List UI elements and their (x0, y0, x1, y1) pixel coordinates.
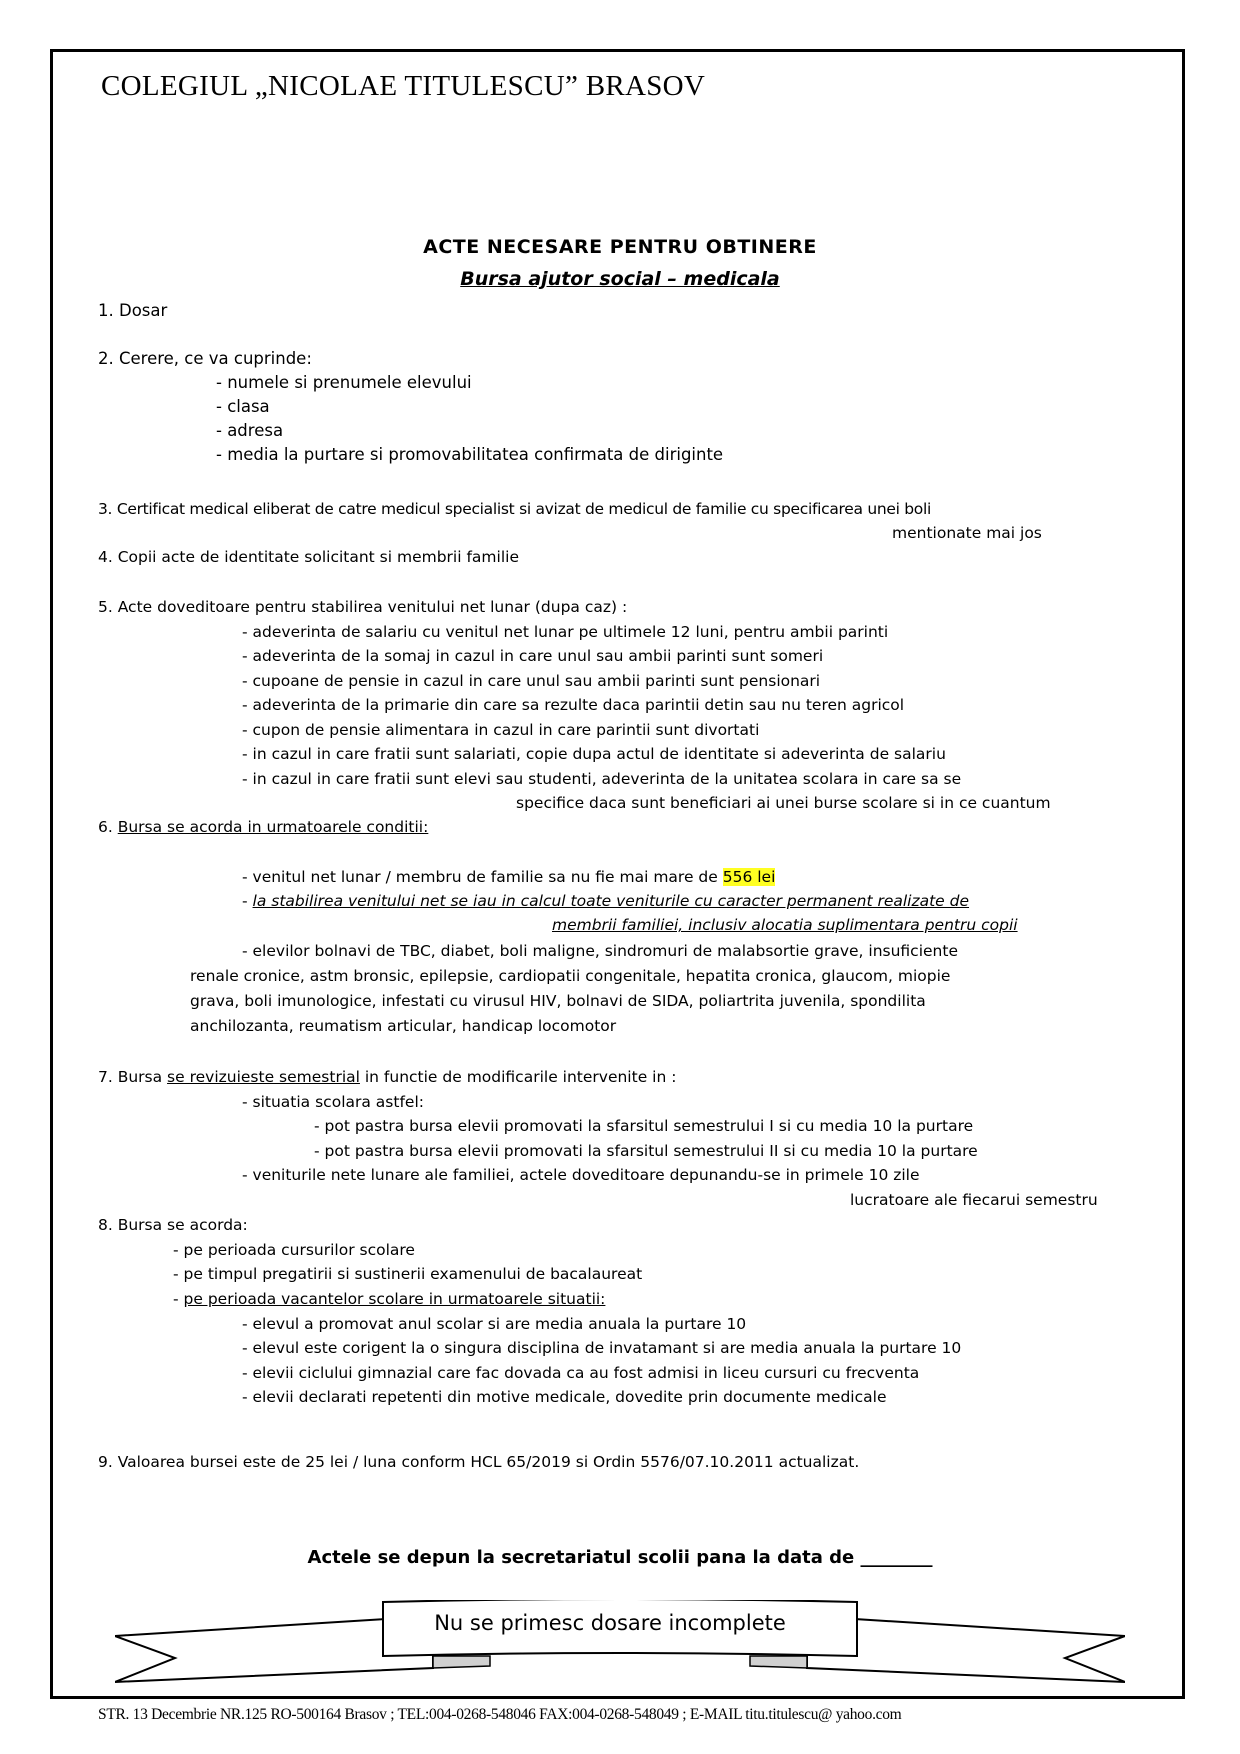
item-6-heading: Bursa se acorda in urmatoarele conditii: (117, 818, 429, 836)
item-9: 9. Valoarea bursei este de 25 lei / luna conform HCL 65/2019 si Ordin 5576/07.10.2011 actualizat. (98, 1453, 860, 1471)
item-5-bullet: - cupon de pensie alimentara in cazul in care parintii sunt divortati (242, 721, 760, 739)
item-6-diseases: grava, boli imunologice, infestati cu virusul HIV, bolnavi de SIDA, poliartrita juvenila, spondilita (190, 992, 926, 1010)
item-5-bullet: - adeverinta de la somaj in cazul in care unul sau ambii parinti sunt someri (242, 647, 824, 665)
item-2-bullet: - media la purtare si promovabilitatea confirmata de diriginte (216, 445, 724, 464)
deadline-text: Actele se depun la secretariatul scolii pana la data de (307, 1547, 861, 1568)
item-5-bullet: - adeverinta de salariu cu venitul net lunar pe ultimele 12 luni, pentru ambii parinti (242, 623, 889, 641)
item-8-head: 8. Bursa se acorda: (98, 1216, 248, 1234)
income-limit-text: - venitul net lunar / membru de familie sa nu fie mai mare de (242, 868, 723, 886)
income-limit-value: 556 lei (722, 868, 776, 886)
dash: - (242, 892, 253, 910)
item-5-continuation: specifice daca sunt beneficiari ai unei burse scolare si in ce cuantum (516, 794, 1051, 812)
item-7-underlined: se revizuieste semestrial (167, 1068, 360, 1086)
item-6-number: 6. (98, 818, 118, 836)
vacation-heading: pe perioada vacantelor scolare in urmatoarele situatii: (183, 1290, 606, 1308)
item-5-bullet: - in cazul in care fratii sunt salariati, copie dupa actul de identitate si adeverinta de salariu (242, 745, 946, 763)
ribbon-fold-left (433, 1656, 490, 1668)
item-7-school-status: - situatia scolara astfel: (242, 1093, 424, 1111)
ribbon-fold-right (750, 1656, 807, 1668)
item-2-bullet: - numele si prenumele elevului (216, 373, 472, 392)
banner-text: Nu se primesc dosare incomplete (434, 1611, 786, 1635)
item-5-bullet: - adeverinta de la primarie din care sa rezulte daca parintii detin sau nu teren agricol (242, 696, 905, 714)
item-6-diseases: anchilozanta, reumatism articular, handicap locomotor (190, 1017, 617, 1035)
item-8-vacation-item: - elevii ciclului gimnazial care fac dovada ca au fost admisi in liceu cursuri cu frecventa (242, 1364, 920, 1382)
item-6-head (98, 816, 428, 838)
item-2-bullet: - clasa (216, 397, 270, 416)
item-8-bullet: - pe timpul pregatirii si sustinerii examenului de bacalaureat (173, 1265, 643, 1283)
item-6-diseases: renale cronice, astm bronsic, epilepsie, cardiopatii congenitale, hepatita cronica, glaucom, miopie (190, 967, 951, 985)
item-6-calc-line2: membrii familiei, inclusiv alocatia suplimentara pentru copii (552, 916, 1018, 934)
item-8-vacation-item: - elevul este corigent la o singura disciplina de invatamant si are media anuala la purtare 10 (242, 1339, 962, 1357)
item-5-bullet: - cupoane de pensie in cazul in care unul sau ambii parinti sunt pensionari (242, 672, 821, 690)
item-8-vacation-item: - elevii declarati repetenti din motive medicale, dovedite prin documente medicale (242, 1388, 887, 1406)
item-3-line2: mentionate mai jos (892, 524, 1042, 542)
document-subtitle: Bursa ajutor social – medicala (460, 268, 780, 290)
item-7-head (98, 1066, 676, 1088)
item-8-vacation-head (173, 1288, 605, 1310)
school-name: COLEGIUL „NICOLAE TITULESCU” BRASOV (101, 70, 706, 102)
item-2-bullet: - adresa (216, 421, 284, 440)
item-8-vacation-item: - elevul a promovat anul scolar si are media anuala la purtare 10 (242, 1315, 747, 1333)
item-7-suffix: in functie de modificarile intervenite in : (359, 1068, 677, 1086)
item-1: 1. Dosar (98, 301, 168, 320)
item-6-calc-line1 (242, 890, 969, 912)
document-title: ACTE NECESARE PENTRU OBTINERE (423, 236, 817, 258)
deadline-blank[interactable]: ________ (860, 1547, 933, 1568)
calc-note: la stabilirea venitului net se iau in calcul toate veniturile cu caracter permanent realizate de (252, 892, 970, 910)
item-7-income-line1: - veniturile nete lunare ale familiei, actele doveditoare depunandu-se in primele 10 zile (242, 1166, 920, 1184)
item-3-line1: 3. Certificat medical eliberat de catre medicul specialist si avizat de medicul de familie cu specificarea unei boli (98, 500, 931, 518)
item-8-bullet: - pe perioada cursurilor scolare (173, 1241, 415, 1259)
footer-contact: STR. 13 Decembrie NR.125 RO-500164 Brasov ; TEL:004-0268-548046 FAX:004-0268-548049 ; E-MAIL titu.titulescu@ yahoo.com (98, 1706, 902, 1723)
item-7-prefix: 7. Bursa (98, 1068, 168, 1086)
item-6-income-limit (242, 866, 775, 888)
item-7-income-line2: lucratoare ale fiecarui semestru (850, 1191, 1098, 1209)
item-4: 4. Copii acte de identitate solicitant si membrii familie (98, 548, 519, 566)
item-5-head: 5. Acte doveditoare pentru stabilirea venitului net lunar (dupa caz) : (98, 598, 628, 616)
item-2-head: 2. Cerere, ce va cuprinde: (98, 349, 312, 368)
item-7-sub: - pot pastra bursa elevii promovati la sfarsitul semestrului II si cu media 10 la purtare (314, 1142, 978, 1160)
deadline-notice (0, 1547, 1240, 1568)
item-7-sub: - pot pastra bursa elevii promovati la sfarsitul semestrului I si cu media 10 la purtare (314, 1117, 974, 1135)
item-5-bullet: - in cazul in care fratii sunt elevi sau studenti, adeverinta de la unitatea scolara in care sa se (242, 770, 962, 788)
dash: - (173, 1290, 184, 1308)
item-6-diseases: - elevilor bolnavi de TBC, diabet, boli maligne, sindromuri de malabsortie grave, insuficiente (242, 942, 958, 960)
